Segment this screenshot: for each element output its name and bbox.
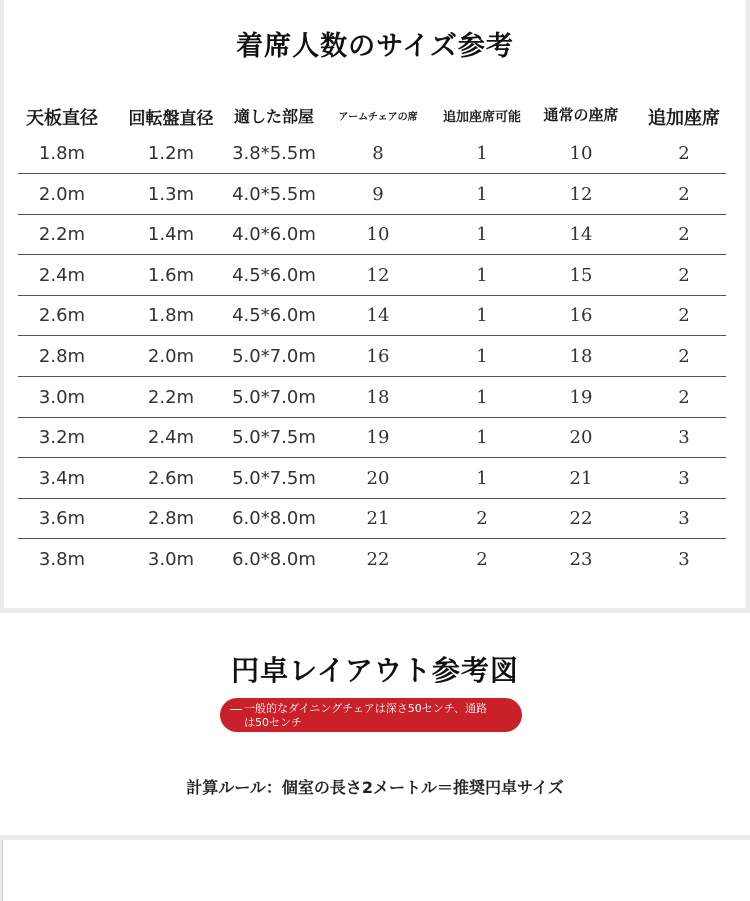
cell-turntable-diameter: 1.2m [147, 143, 195, 164]
header-armchair-seats: アームチェアの席 [338, 112, 418, 123]
cell-suitable-room: 6.0*8.0m [232, 549, 316, 570]
cell-turntable-diameter: 1.4m [147, 224, 195, 246]
table-row [4, 386, 746, 426]
table-row [4, 304, 746, 344]
cell-extra-seats: 2 [678, 305, 690, 327]
cell-normal-seats: 20 [569, 427, 593, 449]
header-suitable-room: 適した部屋 [233, 107, 314, 126]
cell-normal-seats: 14 [569, 224, 593, 246]
row-divider [18, 335, 726, 336]
cell-armchair-seats: 10 [366, 224, 390, 246]
cell-normal-seats: 12 [569, 183, 593, 205]
row-divider [18, 254, 726, 255]
cell-armchair-seats: 19 [366, 427, 390, 449]
cell-suitable-room: 3.8*5.5m [232, 143, 316, 164]
next-section-panel [2, 840, 750, 901]
cell-extra-seats-possible: 1 [476, 386, 488, 408]
row-divider [18, 173, 726, 174]
cell-extra-seats: 2 [678, 346, 690, 367]
cell-extra-seats: 3 [678, 427, 690, 449]
cell-tabletop-diameter: 2.0m [38, 183, 86, 205]
cell-normal-seats: 23 [569, 549, 593, 570]
header-normal-seats: 通常の座席 [543, 106, 619, 124]
cell-extra-seats-possible: 2 [476, 549, 488, 570]
note-line-1: 一般的なダイニングチェアは深さ50センチ、通路 [244, 702, 488, 715]
cell-extra-seats-possible: 1 [476, 427, 488, 449]
row-divider [18, 214, 726, 215]
row-divider [18, 538, 726, 539]
cell-extra-seats-possible: 1 [476, 346, 488, 367]
cell-extra-seats-possible: 1 [476, 467, 488, 489]
cell-suitable-room: 5.0*7.5m [232, 467, 316, 489]
cell-extra-seats: 2 [678, 264, 690, 286]
header-turntable-diameter: 回転盤直径 [128, 109, 214, 129]
table-row [4, 345, 746, 385]
cell-extra-seats-possible: 2 [476, 508, 488, 530]
table-row [4, 548, 746, 588]
cell-armchair-seats: 18 [366, 386, 390, 408]
cell-normal-seats: 21 [569, 467, 593, 489]
table-row [4, 142, 746, 182]
cell-tabletop-diameter: 3.6m [38, 508, 86, 530]
cell-tabletop-diameter: 2.2m [38, 224, 86, 246]
row-divider [18, 376, 726, 377]
cell-armchair-seats: 22 [366, 549, 390, 570]
cell-extra-seats-possible: 1 [476, 305, 488, 327]
cell-normal-seats: 16 [569, 305, 593, 327]
cell-normal-seats: 10 [569, 143, 593, 164]
note-line-2: は50センチ [244, 716, 302, 729]
cell-extra-seats: 2 [678, 224, 690, 246]
cell-suitable-room: 5.0*7.5m [232, 427, 316, 449]
table-row [4, 507, 746, 547]
cell-extra-seats: 2 [678, 183, 690, 205]
cell-suitable-room: 6.0*8.0m [232, 508, 316, 530]
cell-suitable-room: 4.5*6.0m [232, 305, 316, 327]
cell-normal-seats: 19 [569, 386, 593, 408]
row-divider [18, 417, 726, 418]
layout-reference-panel [0, 613, 750, 835]
cell-turntable-diameter: 2.8m [147, 508, 195, 530]
cell-armchair-seats: 9 [372, 183, 384, 205]
header-tabletop-diameter: 天板直径 [26, 108, 98, 129]
cell-turntable-diameter: 1.3m [147, 183, 195, 205]
cell-turntable-diameter: 1.8m [147, 305, 195, 327]
row-divider [18, 295, 726, 296]
cell-extra-seats-possible: 1 [476, 224, 488, 246]
cell-tabletop-diameter: 3.8m [38, 549, 86, 570]
cell-suitable-room: 4.0*5.5m [232, 183, 316, 205]
cell-tabletop-diameter: 2.4m [38, 264, 86, 286]
table-row [4, 467, 746, 507]
cell-armchair-seats: 21 [366, 508, 390, 530]
cell-tabletop-diameter: 3.4m [38, 467, 86, 489]
cell-extra-seats: 3 [678, 549, 690, 570]
cell-suitable-room: 5.0*7.0m [232, 386, 316, 408]
cell-turntable-diameter: 2.4m [147, 427, 195, 449]
table-row [4, 183, 746, 223]
cell-suitable-room: 4.0*6.0m [232, 224, 316, 246]
header-extra-seats-possible: 追加座席可能 [442, 110, 521, 125]
cell-extra-seats: 2 [678, 386, 690, 408]
size-reference-panel [4, 0, 746, 608]
cell-extra-seats: 3 [678, 467, 690, 489]
header-extra-seats: 追加座席 [648, 108, 720, 129]
cell-extra-seats-possible: 1 [476, 143, 488, 164]
cell-tabletop-diameter: 1.8m [38, 143, 86, 164]
cell-suitable-room: 5.0*7.0m [232, 346, 316, 367]
cell-tabletop-diameter: 3.2m [38, 427, 86, 449]
cell-turntable-diameter: 2.6m [147, 467, 195, 489]
cell-extra-seats: 2 [678, 143, 690, 164]
table-header [4, 104, 746, 130]
cell-extra-seats: 3 [678, 508, 690, 530]
cell-armchair-seats: 20 [366, 467, 390, 489]
table-row [4, 264, 746, 304]
dining-chair-note [220, 698, 522, 732]
cell-normal-seats: 22 [569, 508, 593, 530]
cell-tabletop-diameter: 2.8m [38, 346, 86, 367]
cell-normal-seats: 15 [569, 264, 593, 286]
cell-extra-seats-possible: 1 [476, 183, 488, 205]
cell-turntable-diameter: 2.2m [147, 386, 195, 408]
layout-title: 円卓レイアウト参考図 [231, 654, 519, 687]
row-divider [18, 457, 726, 458]
cell-normal-seats: 18 [569, 346, 593, 367]
table-row [4, 223, 746, 263]
cell-turntable-diameter: 1.6m [147, 264, 195, 286]
table-row [4, 426, 746, 466]
cell-armchair-seats: 8 [372, 143, 384, 164]
calculation-rule: 計算ルール：個室の長さ2メートル＝推奨円卓サイズ [186, 778, 564, 797]
row-divider [18, 498, 726, 499]
dash-mark [230, 709, 242, 710]
cell-armchair-seats: 12 [366, 264, 390, 286]
cell-tabletop-diameter: 2.6m [38, 305, 86, 327]
cell-armchair-seats: 16 [366, 346, 390, 367]
cell-suitable-room: 4.5*6.0m [232, 264, 316, 286]
cell-tabletop-diameter: 3.0m [38, 386, 86, 408]
cell-turntable-diameter: 2.0m [147, 346, 195, 367]
cell-turntable-diameter: 3.0m [147, 549, 195, 570]
cell-extra-seats-possible: 1 [476, 264, 488, 286]
page-title: 着席人数のサイズ参考 [236, 31, 514, 62]
cell-armchair-seats: 14 [366, 305, 390, 327]
